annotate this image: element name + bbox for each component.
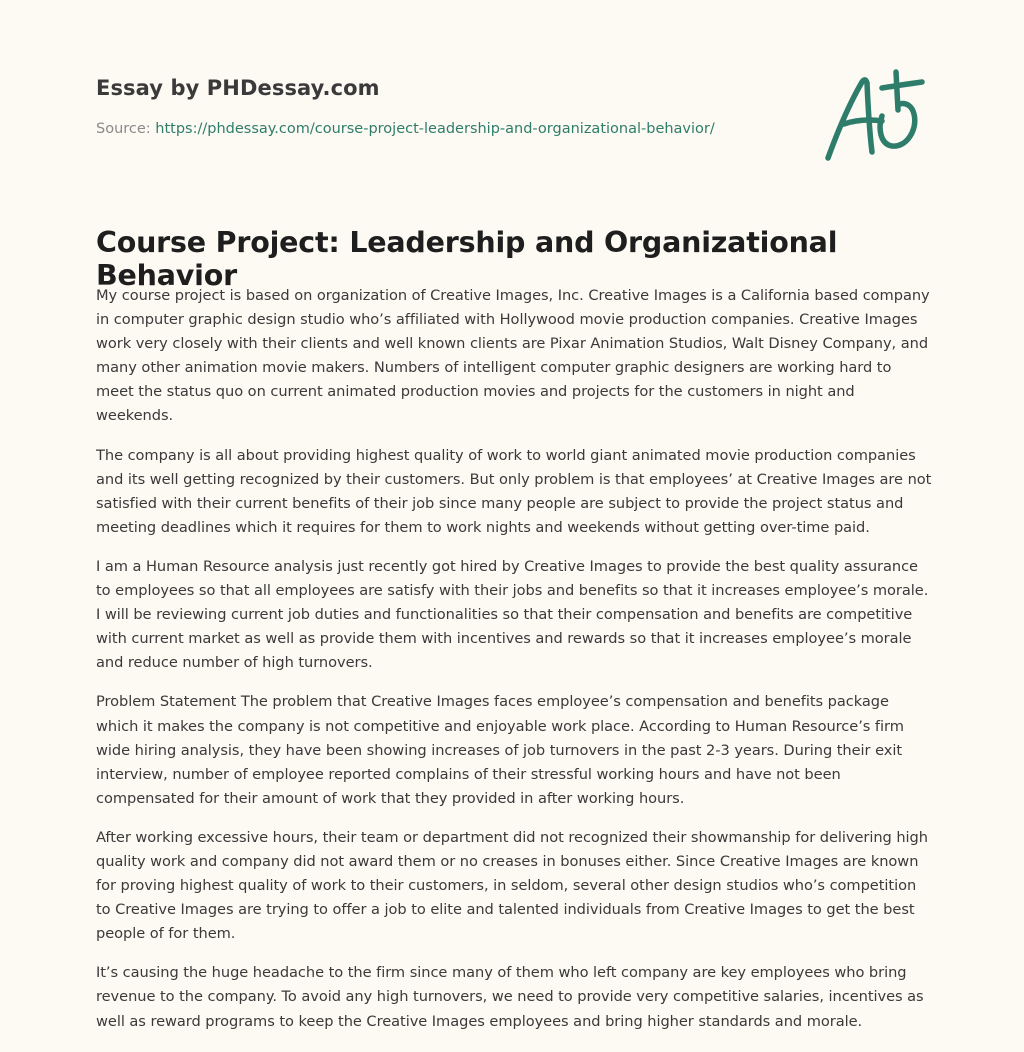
essay-paragraph: The company is all about providing highest quality of work to world giant animated movie production companies and its well getting recognized by their customers. But only problem is that employees’ at Creative Images are not satisfied with their current benefits of their job since many people are subject to provide the project status and meeting deadlines which it requires for them to work nights and weekends without getting over-time paid. [96,446,932,536]
source-label: Source: [96,121,151,137]
essay-paragraph: It’s causing the huge headache to the firm since many of them who left company are key employees who bring revenue to the company. To avoid any high turnovers, we need to provide very competitive salaries, incentives as well as reward programs to keep the Creative Images employees and bring higher standards and morale. [96,964,924,1030]
essay-paragraph: I am a Human Resource analysis just recently got hired by Creative Images to provide the best quality assurance to employees so that all employees are satisfy with their jobs and benefits so that it increases employee’s morale. I will be reviewing current job duties and functionalities so that their compensation and benefits are competitive with current market as well as provide them with incentives and rewards so that it increases employee’s morale and reduce number of high turnovers. [96,557,929,672]
essay-body [96,284,932,1049]
source-link[interactable]: https://phdessay.com/course-project-leadership-and-organizational-behavior/ [155,121,715,137]
source-line [96,121,796,137]
page-header [96,76,796,137]
a-plus-icon [822,66,928,164]
essay-paragraph: After working excessive hours, their team or department did not recognized their showmanship for delivering high quality work and company did not award them or no creases in bonuses either. Since Creative Images are known for proving highest quality of work to their customers, in seldom, several other design studios who’s competition to Creative Images are trying to offer a job to elite and talented individuals from Creative Images to get the best people of for them. [96,828,928,943]
essay-title: Course Project: Leadership and Organizational Behavior [96,226,838,292]
essay-paragraph: Problem Statement The problem that Creative Images faces employee’s compensation and benefits package which it makes the company is not competitive and enjoyable work place. According to Human Resource’s firm wide hiring analysis, they have been showing increases of job turnovers in the past 2-3 years. During their exit interview, number of employee reported complains of their stressful working hours and have not been compensated for their amount of work that they provided in after working hours. [96,693,904,807]
site-title: Essay by PHDessay.com [96,76,380,100]
essay-paragraph: My course project is based on organization of Creative Images, Inc. Creative Images is a California based company in computer graphic design studio who’s affiliated with Hollywood movie production companies. Creative Images work very closely with their clients and well known clients are Pixar Animation Studios, Walt Disney Company, and many other animation movie makers. Numbers of intelligent computer graphic designers are working hard to meet the status quo on current animated production movies and projects for the customers in night and weekends. [96,287,930,425]
